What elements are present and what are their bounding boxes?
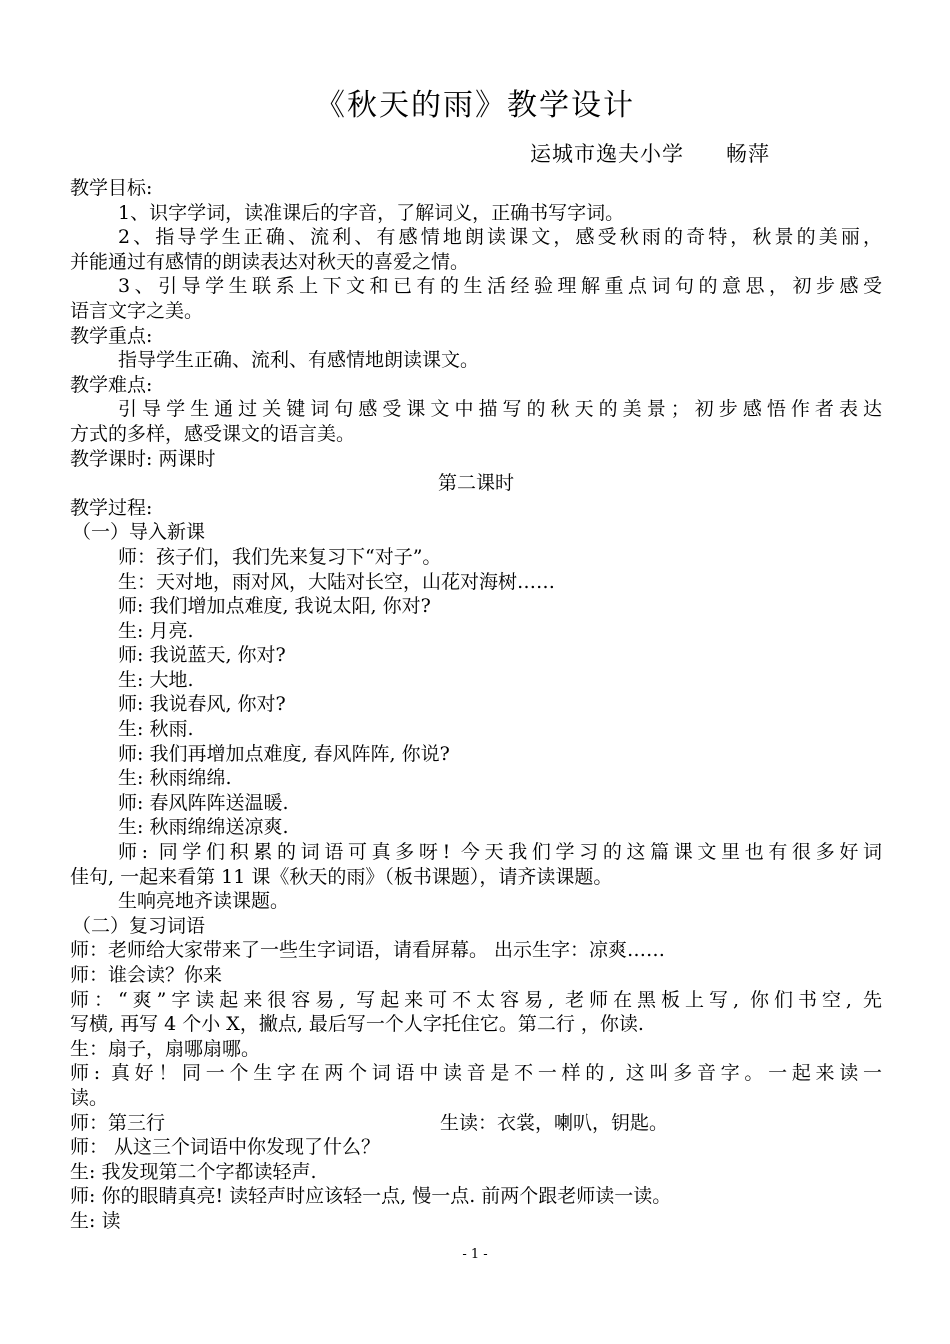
text-line	[70, 619, 882, 644]
author-line	[530, 138, 770, 168]
text-line	[70, 1037, 882, 1062]
text-line-content: 教学难点:	[70, 373, 153, 396]
text-line	[70, 250, 882, 275]
text-line-content: 教学课时: 两课时	[70, 447, 216, 470]
text-line-content: 师: 你的眼睛真亮! 读轻声时应该轻一点, 慢一点. 前两个跟老师读一读。	[70, 1185, 672, 1208]
text-line-content: 教学目标:	[70, 177, 153, 199]
text-line-content: 1、识字学词，读准课后的字音，了解词义，正确书写字词。	[118, 201, 625, 224]
text-line	[70, 545, 882, 570]
text-line-content: 引导学生通过关键词句感受课文中描写的秋天的美景；初步感悟作者表达	[118, 398, 882, 421]
text-line	[70, 373, 882, 398]
text-line	[70, 496, 882, 521]
text-line	[70, 1012, 882, 1037]
text-line-content: 师: 同学们积累的词语可真多呀! 今天我们学习的这篇课文里也有很多好词	[118, 841, 882, 864]
text-line	[70, 324, 882, 349]
text-line-content: （一）导入新课	[72, 521, 206, 544]
author-school: 运城市逸夫小学	[530, 142, 684, 166]
text-line-content: 教学重点:	[70, 324, 153, 347]
text-line-content: （二）复习词语	[72, 914, 206, 937]
text-line-content: 生: 大地.	[118, 668, 194, 691]
text-line-content: 读。	[70, 1086, 109, 1109]
document-body	[70, 176, 882, 1234]
text-line-content: 生: 秋雨绵绵送凉爽.	[118, 816, 289, 839]
document-title: 《秋天的雨》教学设计	[315, 88, 635, 123]
text-line-content: 写横, 再写 4 个小 X，撇点, 最后写一个人字托住它。第二行 ，你读.	[70, 1013, 644, 1036]
text-line-content: 生: 我发现第二个字都读轻声.	[70, 1160, 317, 1183]
text-line-content: 师: 我说蓝天, 你对?	[118, 644, 286, 667]
text-line-content: 生响亮地齐读课题。	[118, 890, 290, 913]
text-line-content: 语言文字之美。	[70, 299, 204, 322]
text-line	[70, 471, 882, 496]
text-line-content: 2、指导学生正确、流利、有感情地朗读课文，感受秋雨的奇特，秋景的美丽，	[118, 226, 882, 249]
text-line	[70, 692, 882, 717]
text-line	[70, 938, 882, 963]
text-line-content: 并能通过有感情的朗读表达对秋天的喜爱之情。	[70, 250, 470, 273]
text-line-content: 方式的多样，感受课文的语言美。	[70, 422, 356, 445]
text-line	[70, 176, 882, 201]
text-line-content: 生: 秋雨绵绵.	[118, 767, 232, 790]
text-line	[70, 742, 882, 767]
author-name: 畅萍	[726, 142, 770, 166]
text-line	[70, 668, 882, 693]
text-line	[70, 1111, 882, 1136]
text-line-content: 佳句, 一起来看第 11 课《秋天的雨》（板书课题），请齐读课题。	[70, 865, 613, 888]
text-line	[70, 791, 882, 816]
text-line-content: 师：谁会读？你来	[70, 964, 223, 986]
text-line	[70, 422, 882, 447]
text-line	[70, 1209, 882, 1234]
text-line	[70, 1135, 882, 1160]
text-line-content: 生: 秋雨.	[118, 718, 194, 741]
text-line-content: 师： 从这三个词语中你发现了什么？	[70, 1136, 381, 1159]
text-line	[70, 570, 882, 595]
text-line	[70, 348, 882, 373]
text-line-content: 生：扇子，扇哪扇哪。	[70, 1037, 261, 1060]
text-line	[70, 865, 882, 890]
text-line-content: 师: 我们再增加点难度, 春风阵阵, 你说?	[118, 742, 450, 765]
text-line-content: 师: 春风阵阵送温暖.	[118, 791, 289, 814]
text-line-content: 指导学生正确、流利、有感情地朗读课文。	[118, 349, 480, 372]
text-line	[70, 274, 882, 299]
text-line-content: 师：孩子们，我们先来复习下“对子”。	[118, 545, 442, 568]
text-line-content: 生: 读	[70, 1209, 121, 1232]
text-line	[70, 643, 882, 668]
text-line	[70, 225, 882, 250]
text-line-content: 第二课时	[437, 472, 514, 495]
text-line-content: 师：“爽”字读起来很容易, 写起来可不太容易, 老师在黑板上写, 你们书空, 先	[70, 988, 882, 1011]
text-line-tail: 生读：衣裳，喇叭，钥匙。	[440, 1111, 669, 1134]
text-line	[70, 766, 882, 791]
text-line-content: 3、引导学生联系上下文和已有的生活经验理解重点词句的意思，初步感受	[118, 275, 882, 298]
text-line-content: 师: 真好！同一个生字在两个词语中读音是不一样的, 这叫多音字。一起来读一	[70, 1062, 882, 1085]
text-line	[70, 815, 882, 840]
text-line-content: 生: 月亮.	[118, 619, 194, 642]
text-line	[70, 1160, 882, 1185]
text-line-content: 师：第三行	[70, 1111, 166, 1134]
text-line	[70, 299, 882, 324]
text-line	[70, 397, 882, 422]
text-line	[70, 447, 882, 472]
text-line-content: 教学过程:	[70, 496, 153, 519]
text-line	[70, 717, 882, 742]
text-line	[70, 889, 882, 914]
text-line-content: 师: 我说春风, 你对?	[118, 693, 286, 716]
text-line	[70, 520, 882, 545]
text-line	[70, 988, 882, 1013]
text-line	[70, 201, 882, 226]
text-line	[70, 1184, 882, 1209]
text-line	[70, 963, 882, 988]
page-number: - 1 -	[462, 1247, 488, 1262]
text-line	[70, 840, 882, 865]
text-line-content: 师: 我们增加点难度, 我说太阳, 你对?	[118, 595, 431, 618]
text-line-content: 师：老师给大家带来了一些生字词语，请看屏幕。 出示生字：凉爽……	[70, 939, 666, 962]
text-line	[70, 1061, 882, 1086]
text-line-content: 生：天对地，雨对风，大陆对长空，山花对海树……	[118, 570, 556, 593]
text-line	[70, 914, 882, 939]
text-line	[70, 594, 882, 619]
text-line	[70, 1086, 882, 1111]
